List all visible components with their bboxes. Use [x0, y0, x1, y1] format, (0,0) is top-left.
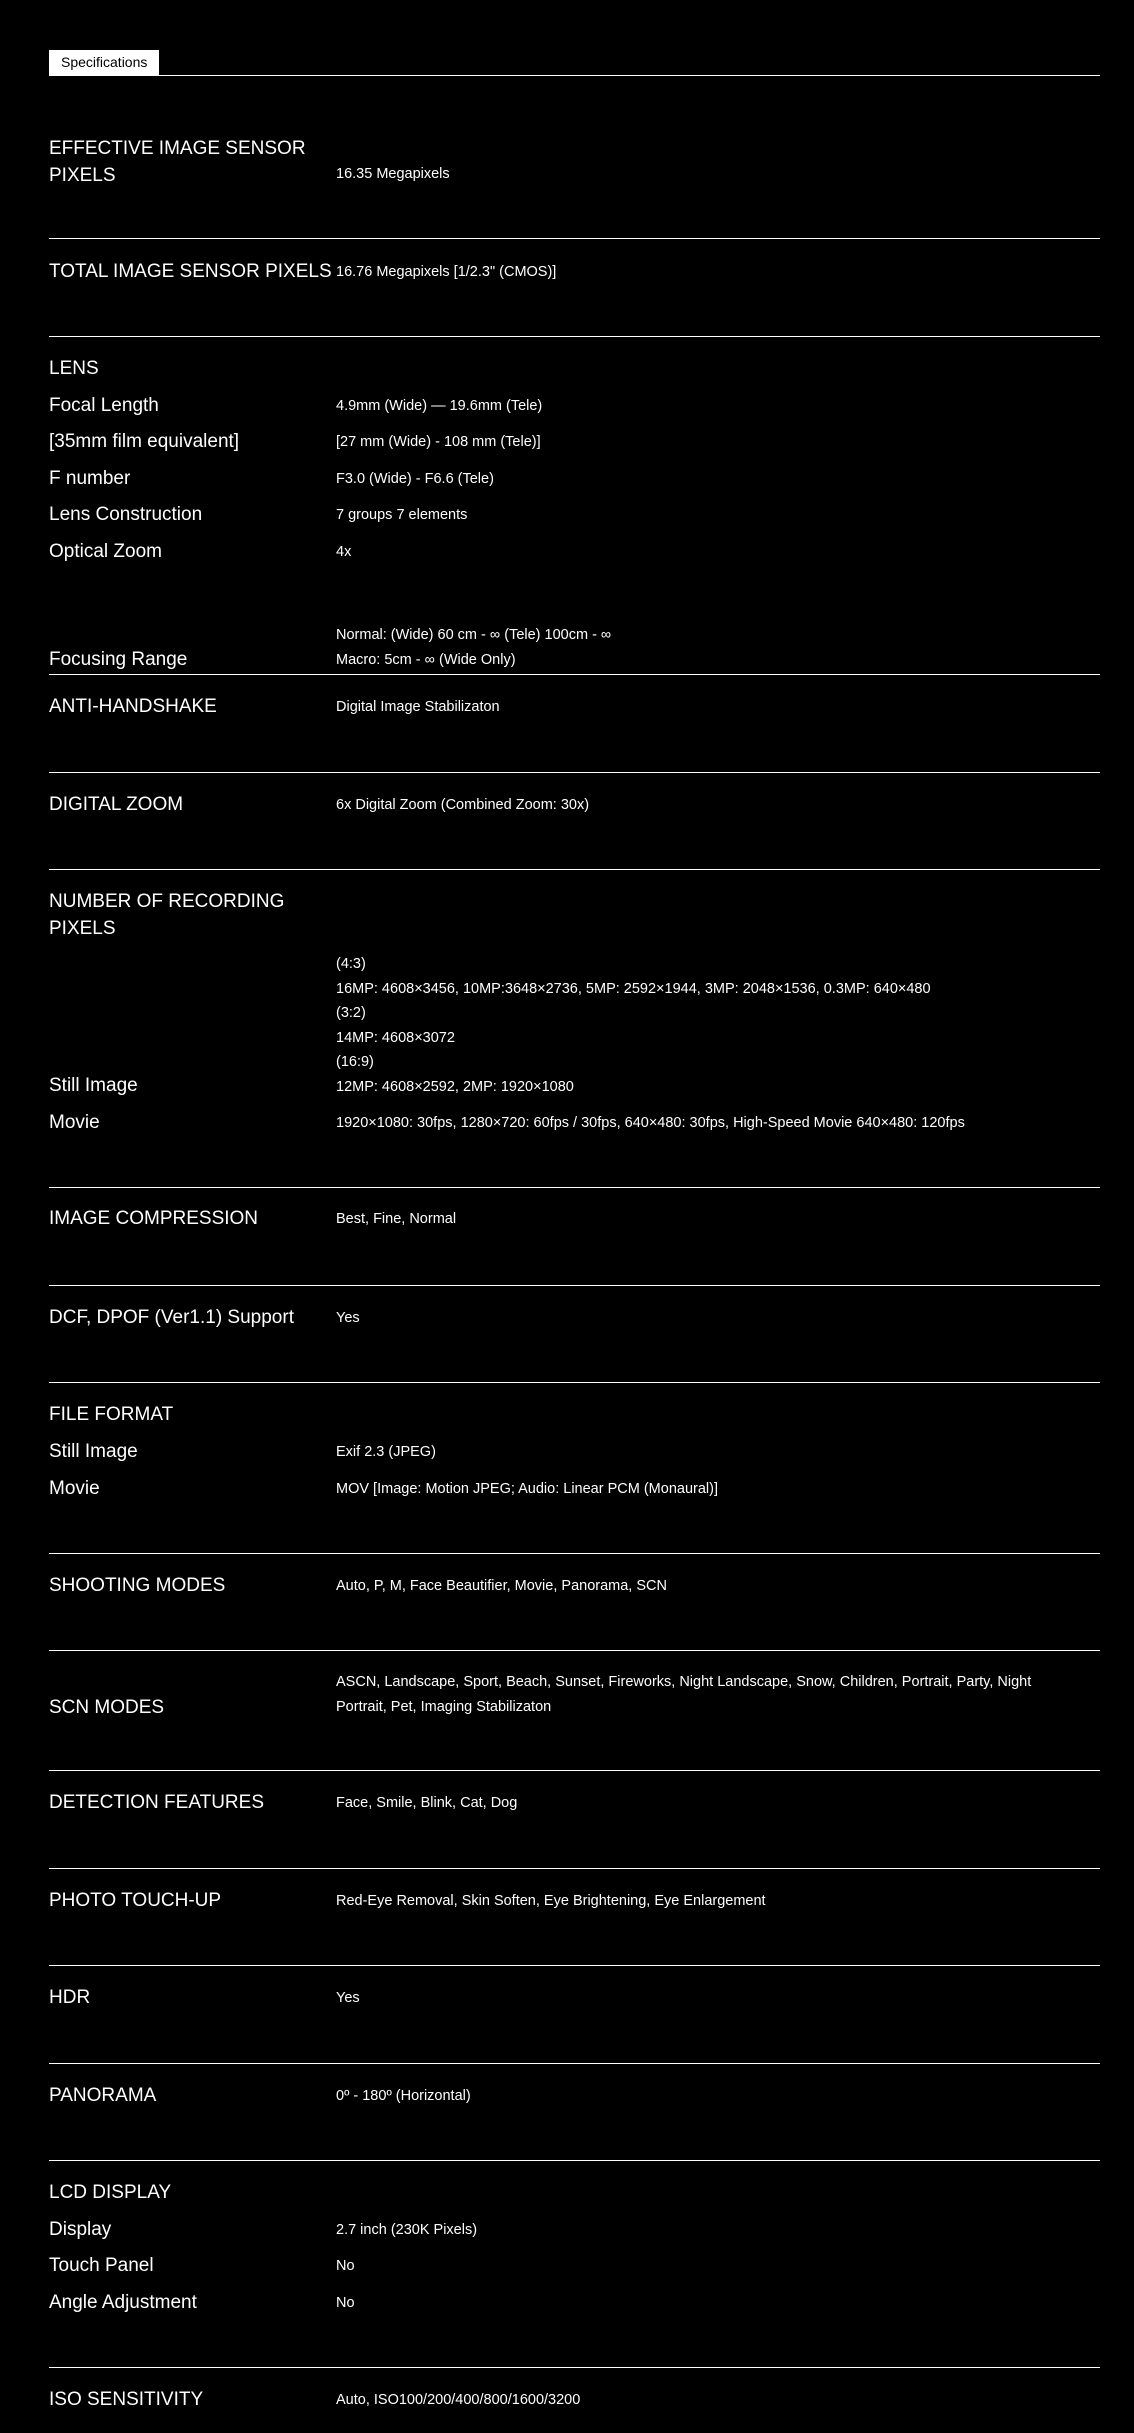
spec-value: ASCN, Landscape, Sport, Beach, Sunset, Fireworks, Night Landscape, Snow, Children, Portrait, Party, Night Portrait, Pet, Imaging Stabilizaton	[336, 1674, 1032, 1715]
spec-value: 16MP: 4608×3456, 10MP:3648×2736, 5MP: 2592×1944, 3MP: 2048×1536, 0.3MP: 640×480	[336, 981, 931, 997]
spec-sublabel: Lens Construction	[49, 504, 203, 525]
spec-value: 16.76 Megapixels [1/2.3" (CMOS)]	[336, 264, 557, 280]
spec-sublabel: F number	[49, 468, 131, 489]
divider	[49, 1187, 1100, 1188]
spec-sublabel: Optical Zoom	[49, 541, 162, 562]
spec-value: 7 groups 7 elements	[336, 507, 468, 523]
spec-value: F3.0 (Wide) - F6.6 (Tele)	[336, 471, 494, 487]
spec-value: 1920×1080: 30fps, 1280×720: 60fps / 30fps, 640×480: 30fps, High-Speed Movie 640×480: 120fps	[336, 1115, 965, 1131]
spec-sublabel: Angle Adjustment	[49, 2292, 197, 2313]
spec-label: SHOOTING MODES	[49, 1575, 226, 1596]
divider	[49, 1285, 1100, 1286]
spec-label: TOTAL IMAGE SENSOR PIXELS	[49, 261, 332, 282]
divider	[49, 2063, 1100, 2064]
spec-value: 0º - 180º (Horizontal)	[336, 2088, 471, 2104]
spec-sublabel: Movie	[49, 1112, 100, 1133]
spec-value: 4.9mm (Wide) — 19.6mm (Tele)	[336, 398, 543, 414]
spec-value: 2.7 inch (230K Pixels)	[336, 2222, 478, 2238]
spec-label: IMAGE COMPRESSION	[49, 1208, 259, 1229]
spec-label: LCD DISPLAY	[49, 2182, 172, 2203]
spec-label: DCF, DPOF (Ver1.1) Support	[49, 1307, 294, 1328]
spec-value: [27 mm (Wide) - 108 mm (Tele)]	[336, 434, 541, 450]
divider	[49, 336, 1100, 337]
specifications-page	[49, 48, 1100, 2410]
spec-value: 14MP: 4608×3072	[336, 1030, 455, 1046]
spec-label: EFFECTIVE IMAGE SENSOR PIXELS	[49, 138, 306, 186]
spec-value: 12MP: 4608×2592, 2MP: 1920×1080	[336, 1079, 574, 1095]
spec-sublabel: Display	[49, 2219, 112, 2240]
spec-label: NUMBER OF RECORDING PIXELS	[49, 891, 285, 939]
spec-value: Normal: (Wide) 60 cm - ∞ (Tele) 100cm - ∞	[336, 627, 612, 643]
spec-sublabel: Still Image	[49, 1441, 138, 1462]
spec-sublabel: [35mm film equivalent]	[49, 431, 240, 452]
divider	[49, 2367, 1100, 2368]
spec-label: DETECTION FEATURES	[49, 1792, 264, 1813]
spec-sublabel: Touch Panel	[49, 2255, 154, 2276]
divider	[49, 772, 1100, 773]
spec-sublabel: Still Image	[49, 1075, 138, 1096]
spec-sublabel: Focusing Range	[49, 649, 188, 670]
spec-value: 4x	[336, 544, 352, 560]
spec-label: DIGITAL ZOOM	[49, 794, 184, 815]
spec-value: 16.35 Megapixels	[336, 166, 450, 182]
divider	[49, 1382, 1100, 1383]
spec-value: No	[336, 2295, 355, 2311]
tab-specifications[interactable]: Specifications	[49, 50, 159, 75]
spec-value: 6x Digital Zoom (Combined Zoom: 30x)	[336, 797, 590, 813]
spec-value: Auto, ISO100/200/400/800/1600/3200	[336, 2392, 581, 2408]
spec-label: FILE FORMAT	[49, 1404, 174, 1425]
spec-label: PHOTO TOUCH-UP	[49, 1890, 222, 1911]
spec-label: ANTI-HANDSHAKE	[49, 696, 217, 717]
spec-value: Exif 2.3 (JPEG)	[336, 1444, 436, 1460]
spec-value: MOV [Image: Motion JPEG; Audio: Linear PCM (Monaural)]	[336, 1481, 718, 1497]
spec-value: Face, Smile, Blink, Cat, Dog	[336, 1795, 518, 1811]
spec-value: (3:2)	[336, 1005, 366, 1021]
divider	[49, 869, 1100, 870]
divider	[49, 1553, 1100, 1554]
spec-label: SCN MODES	[49, 1697, 165, 1718]
spec-label: PANORAMA	[49, 2085, 157, 2106]
spec-sublabel: Focal Length	[49, 395, 159, 416]
spec-sublabel: Movie	[49, 1478, 100, 1499]
spec-value: Yes	[336, 1990, 360, 2006]
spec-label: ISO SENSITIVITY	[49, 2389, 204, 2410]
divider	[49, 1650, 1100, 1651]
spec-value: (4:3)	[336, 956, 366, 972]
spec-value: Yes	[336, 1310, 360, 1326]
spec-label: HDR	[49, 1987, 91, 2008]
spec-value: Best, Fine, Normal	[336, 1211, 457, 1227]
divider	[49, 674, 1100, 675]
spec-value: Auto, P, M, Face Beautifier, Movie, Panorama, SCN	[336, 1578, 667, 1594]
spec-value: Digital Image Stabilizaton	[336, 699, 500, 715]
spec-label: LENS	[49, 358, 99, 379]
spec-value: (16:9)	[336, 1054, 374, 1070]
spec-value: Macro: 5cm - ∞ (Wide Only)	[336, 652, 516, 668]
divider	[49, 1770, 1100, 1771]
divider	[49, 1868, 1100, 1869]
divider	[49, 2160, 1100, 2161]
divider	[49, 1965, 1100, 1966]
spec-value: Red-Eye Removal, Skin Soften, Eye Brightening, Eye Enlargement	[336, 1893, 766, 1909]
tab-bar	[49, 48, 1100, 76]
spec-value: No	[336, 2258, 355, 2274]
divider	[49, 238, 1100, 239]
